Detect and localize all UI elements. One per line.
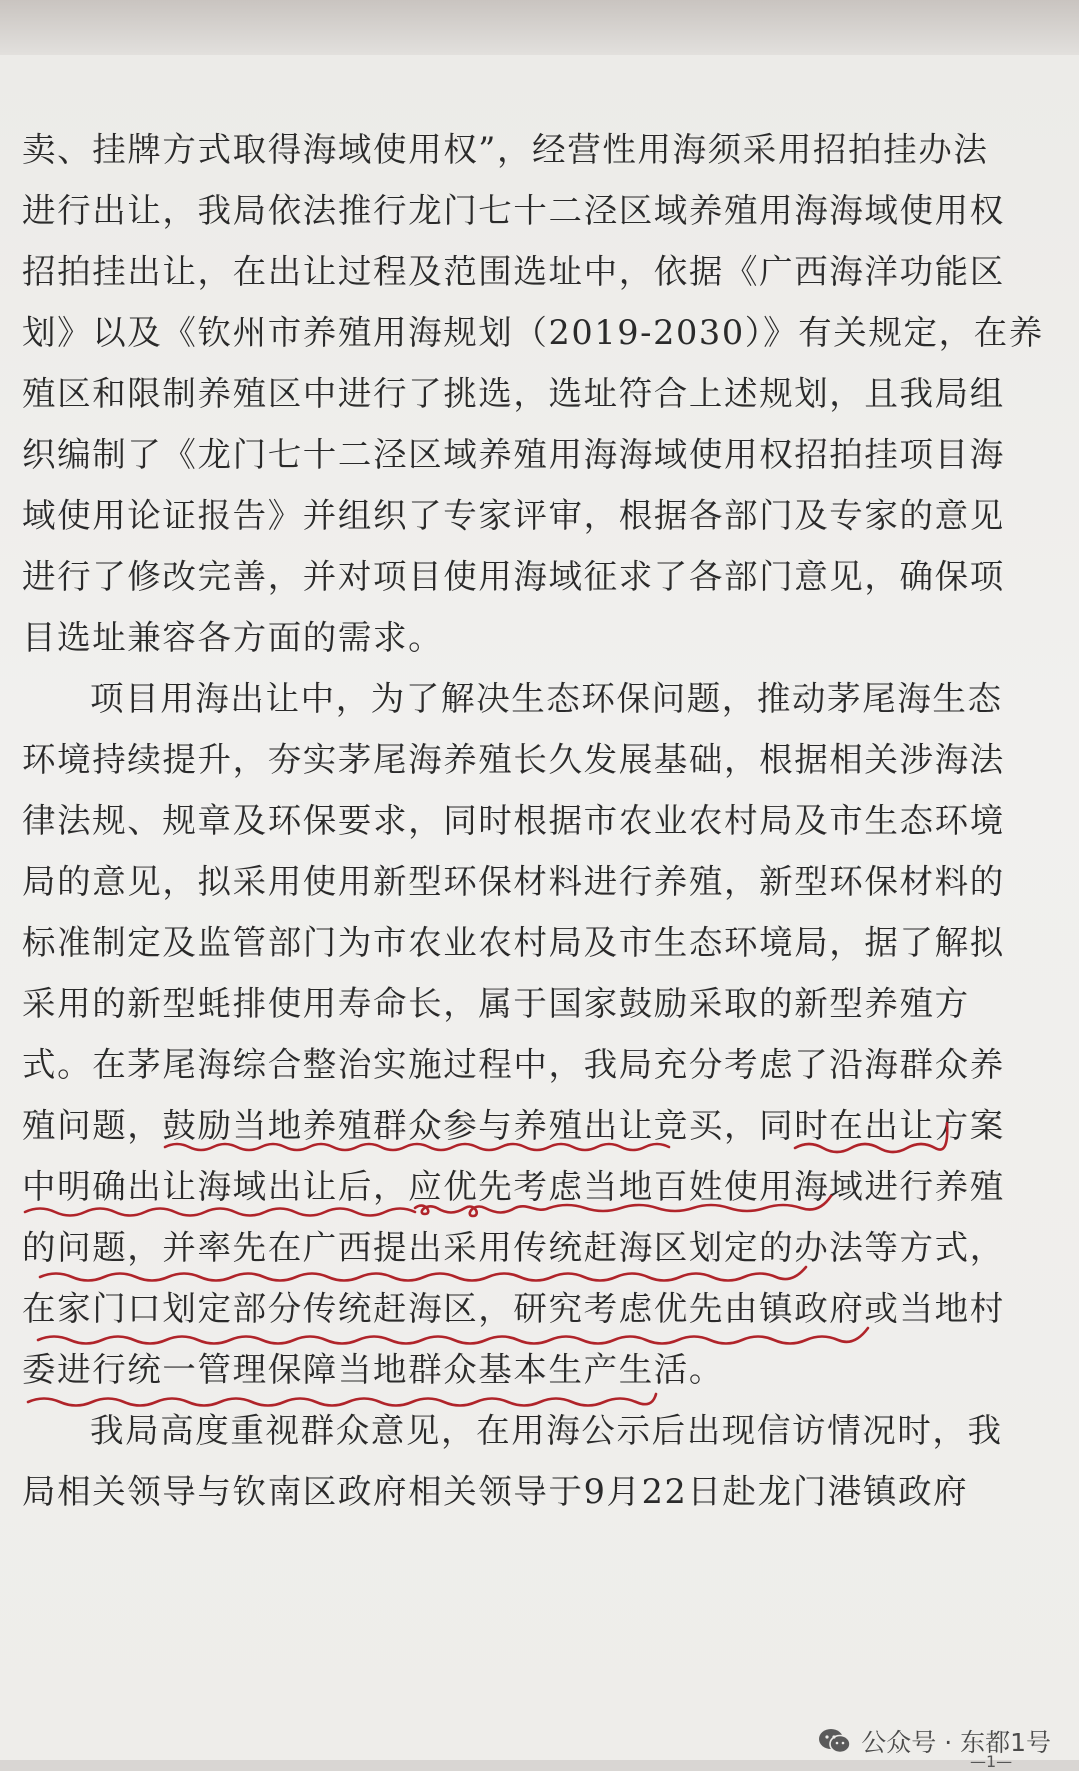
- photo-top-edge: [0, 0, 1079, 55]
- text-line: 采用的新型蚝排使用寿命长，属于国家鼓励采取的新型养殖方: [22, 984, 970, 1023]
- paragraph-start-line: 项目用海出让中，为了解决生态环保问题，推动茅尾海生态: [90, 679, 1003, 718]
- page-number: —1—: [970, 1752, 1013, 1771]
- text-line: 殖问题，鼓励当地养殖群众参与养殖出让竞买，同时在出让方案: [22, 1106, 1005, 1145]
- text-line: 目选址兼容各方面的需求。: [22, 618, 444, 657]
- paragraph-start-line: 我局高度重视群众意见，在用海公示后出现信访情况时，我: [90, 1411, 1003, 1450]
- text-line: 域使用论证报告》并组织了专家评审，根据各部门及专家的意见: [22, 496, 1005, 535]
- text-line: 卖、挂牌方式取得海域使用权”，经营性用海须采用招拍挂办法: [22, 130, 989, 169]
- text-line: 进行出让，我局依法推行龙门七十二泾区域养殖用海海域使用权: [22, 191, 1005, 230]
- text-line: 在家门口划定部分传统赶海区，研究考虑优先由镇政府或当地村: [22, 1289, 1005, 1328]
- text-line: 标准制定及监管部门为市农业农村局及市生态环境局，据了解拟: [22, 923, 1005, 962]
- wechat-icon: [817, 1727, 853, 1755]
- watermark-text: 公众号 · 东都1号: [861, 1728, 1051, 1757]
- text-line: 委进行统一管理保障当地群众基本生产生活。: [22, 1350, 724, 1389]
- text-line: 局的意见，拟采用使用新型环保材料进行养殖，新型环保材料的: [22, 862, 1005, 901]
- text-line: 式。在茅尾海综合整治实施过程中，我局充分考虑了沿海群众养: [22, 1045, 1005, 1084]
- text-line: 殖区和限制养殖区中进行了挑选，选址符合上述规划，且我局组: [22, 374, 1005, 413]
- text-line: 招拍挂出让，在出让过程及范围选址中，依据《广西海洋功能区: [22, 252, 1005, 291]
- text-line: 环境持续提升，夯实茅尾海养殖长久发展基础，根据相关涉海法: [22, 740, 1005, 779]
- text-line: 的问题，并率先在广西提出采用传统赶海区划定的办法等方式，: [22, 1228, 1005, 1267]
- text-line: 划》以及《钦州市养殖用海规划（2019-2030）》有关规定，在养: [22, 313, 1044, 352]
- text-line: 进行了修改完善，并对项目使用海域征求了各部门意见，确保项: [22, 557, 1005, 596]
- text-line: 中明确出让海域出让后，应优先考虑当地百姓使用海域进行养殖: [22, 1167, 1005, 1206]
- wechat-watermark: [817, 1726, 1051, 1756]
- text-line: 局相关领导与钦南区政府相关领导于9月22日赴龙门港镇政府: [22, 1472, 969, 1511]
- text-line: 律法规、规章及环保要求，同时根据市农业农村局及市生态环境: [22, 801, 1005, 840]
- text-line: 织编制了《龙门七十二泾区域养殖用海海域使用权招拍挂项目海: [22, 435, 1005, 474]
